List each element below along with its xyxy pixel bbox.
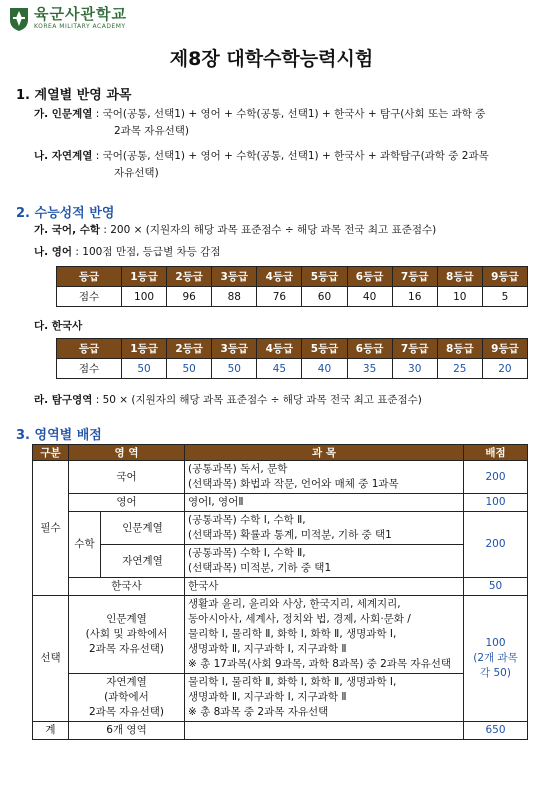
math-natural-subjects [185, 545, 464, 578]
elec-h-s1: 생활과 윤리, 윤리와 사상, 한국지리, 세계지리, [188, 598, 401, 610]
elec-score-l2: (2개 과목 [473, 652, 518, 664]
elective-label: 선택 [33, 596, 69, 722]
header-cell: 8등급 [437, 267, 482, 287]
header-score: 배점 [464, 445, 528, 461]
header-cell: 9등급 [482, 267, 527, 287]
korean-area: 국어 [69, 461, 185, 494]
section3-heading: 3. 영역별 배점 [16, 428, 102, 443]
elec-h-l3: 2과목 자유선택) [89, 643, 164, 655]
elec-n-l3: 2과목 자유선택) [89, 706, 164, 718]
header-cell: 6등급 [347, 339, 392, 359]
header-cell: 1등급 [122, 267, 167, 287]
math-h-line1: (공통과목) 수학 Ⅰ, 수학 Ⅱ, [188, 514, 306, 526]
english-area: 영어 [69, 494, 185, 512]
header-cell: 5등급 [302, 339, 347, 359]
header-cell: 5등급 [302, 267, 347, 287]
table-cell: 96 [167, 287, 212, 307]
table-cell: 76 [257, 287, 302, 307]
header-subjects: 과 목 [185, 445, 464, 461]
header-cell: 6등급 [347, 267, 392, 287]
math-n-line2: (선택과목) 미적분, 기하 중 택1 [188, 562, 332, 574]
s2-ra-label: 라. 탐구영역 [34, 394, 93, 406]
header-division: 구분 [33, 445, 69, 461]
logo-korean: 육군사관학교 [34, 5, 127, 23]
math-humanities-label: 인문계열 [101, 512, 185, 545]
table-cell: 50 [167, 359, 212, 379]
history-area: 한국사 [69, 578, 185, 596]
total-label: 계 [33, 722, 69, 740]
english-subjects: 영어Ⅰ, 영어Ⅱ [185, 494, 464, 512]
elec-n-l1: 자연계열 [106, 676, 147, 688]
total-empty [185, 722, 464, 740]
s2-ra-text: : 50 × (지원자의 해당 과목 표준점수 ÷ 해당 과목 전국 최고 표준점수) [95, 394, 422, 406]
section2-heading: 2. 수능성적 반영 [16, 206, 115, 221]
total-score: 650 [464, 722, 528, 740]
header-cell: 3등급 [212, 339, 257, 359]
elec-n-s2: 생명과학 Ⅱ, 지구과학 Ⅰ, 지구과학 Ⅱ [188, 691, 347, 703]
elec-score-l1: 100 [485, 637, 506, 649]
history-grade-table [56, 338, 528, 379]
elec-n-s1: 물리학 Ⅰ, 물리학 Ⅱ, 화학 Ⅰ, 화학 Ⅱ, 생명과학 Ⅰ, [188, 676, 397, 688]
math-natural-label: 자연계열 [101, 545, 185, 578]
elective-humanities-subjects [185, 596, 464, 674]
elec-h-l1: 인문계열 [106, 613, 147, 625]
table-cell: 점수 [57, 359, 122, 379]
allocation-table [32, 444, 528, 740]
korean-score: 200 [464, 461, 528, 494]
logo-english: KOREA MILITARY ACADEMY [34, 23, 126, 30]
s1-na-text2: 자유선택) [114, 167, 159, 179]
elec-h-l2: (사회 및 과학에서 [85, 628, 168, 640]
s2-ga-text: : 200 × (지원자의 해당 과목 표준점수 ÷ 해당 과목 전국 최고 표준점수) [103, 224, 437, 236]
elec-h-s3: 물리학 Ⅰ, 물리학 Ⅱ, 화학 Ⅰ, 화학 Ⅱ, 생명과학 Ⅰ, [188, 628, 397, 640]
header-cell: 3등급 [212, 267, 257, 287]
table-cell: 20 [482, 359, 527, 379]
s2-ga-label: 가. 국어, 수학 [34, 224, 101, 236]
header-cell: 9등급 [482, 339, 527, 359]
table-cell: 50 [212, 359, 257, 379]
math-h-line2: (선택과목) 확률과 통계, 미적분, 기하 중 택1 [188, 529, 392, 541]
s2-na-text: : 100점 만점, 등급별 차등 감점 [75, 246, 221, 258]
academy-logo [8, 6, 127, 32]
s1-ga-text1: : 국어(공통, 선택1) + 영어 + 수학(공통, 선택1) + 한국사 + 탐구(사회 또는 과학 중 [95, 108, 486, 120]
history-subjects: 한국사 [185, 578, 464, 596]
elec-n-l2: (과학에서 [104, 691, 149, 703]
header-cell: 등급 [57, 267, 122, 287]
s1-ga-label: 가. 인문계열 [34, 108, 93, 120]
table-cell: 35 [347, 359, 392, 379]
header-cell: 4등급 [257, 267, 302, 287]
korean-line1: (공통과목) 독서, 문학 [188, 463, 288, 475]
table-cell: 100 [122, 287, 167, 307]
table-cell: 16 [392, 287, 437, 307]
elec-n-s3: ※ 총 8과목 중 2과목 자유선택 [188, 706, 329, 718]
header-cell: 8등급 [437, 339, 482, 359]
elective-natural-area [69, 674, 185, 722]
table-cell: 점수 [57, 287, 122, 307]
header-cell: 4등급 [257, 339, 302, 359]
s1-na-label: 나. 자연계열 [34, 150, 93, 162]
table-cell: 10 [437, 287, 482, 307]
table-cell: 5 [482, 287, 527, 307]
header-area: 영 역 [69, 445, 185, 461]
english-score: 100 [464, 494, 528, 512]
s2-da-label: 다. 한국사 [34, 320, 83, 332]
history-score: 50 [464, 578, 528, 596]
header-cell: 1등급 [122, 339, 167, 359]
math-humanities-subjects [185, 512, 464, 545]
math-score: 200 [464, 512, 528, 578]
elec-h-s5: ※ 총 17과목(사회 9과목, 과학 8과목) 중 2과목 자유선택 [188, 658, 452, 670]
required-label: 필수 [33, 461, 69, 596]
academy-emblem-icon [8, 6, 30, 32]
elec-h-s4: 생명과학 Ⅱ, 지구과학 Ⅰ, 지구과학 Ⅱ [188, 643, 347, 655]
header-cell: 2등급 [167, 267, 212, 287]
elective-score [464, 596, 528, 722]
table-cell: 88 [212, 287, 257, 307]
math-n-line1: (공통과목) 수학 Ⅰ, 수학 Ⅱ, [188, 547, 306, 559]
korean-line2: (선택과목) 화법과 작문, 언어와 매체 중 1과목 [188, 478, 399, 490]
table-cell: 40 [302, 359, 347, 379]
page-title: 제8장 대학수학능력시험 [169, 48, 374, 70]
table-cell: 60 [302, 287, 347, 307]
table-cell: 50 [122, 359, 167, 379]
table-cell: 45 [257, 359, 302, 379]
s1-na-text1: : 국어(공통, 선택1) + 영어 + 수학(공통, 선택1) + 한국사 + 과학탐구(과학 중 2과목 [95, 150, 489, 162]
english-grade-table [56, 266, 528, 307]
table-cell: 25 [437, 359, 482, 379]
s2-na-label: 나. 영어 [34, 246, 73, 258]
elective-humanities-area [69, 596, 185, 674]
s1-ga-text2: 2과목 자유선택) [114, 125, 189, 137]
korean-subjects [185, 461, 464, 494]
elective-natural-subjects [185, 674, 464, 722]
table-cell: 40 [347, 287, 392, 307]
elec-score-l3: 각 50) [480, 667, 511, 679]
header-cell: 등급 [57, 339, 122, 359]
elec-h-s2: 동아시아사, 세계사, 정치와 법, 경제, 사회·문화 / [188, 613, 411, 625]
table-cell: 30 [392, 359, 437, 379]
total-areas: 6개 영역 [69, 722, 185, 740]
header-cell: 7등급 [392, 267, 437, 287]
header-cell: 2등급 [167, 339, 212, 359]
math-area: 수학 [69, 512, 101, 578]
header-cell: 7등급 [392, 339, 437, 359]
section1-heading: 1. 계열별 반영 과목 [16, 88, 132, 103]
